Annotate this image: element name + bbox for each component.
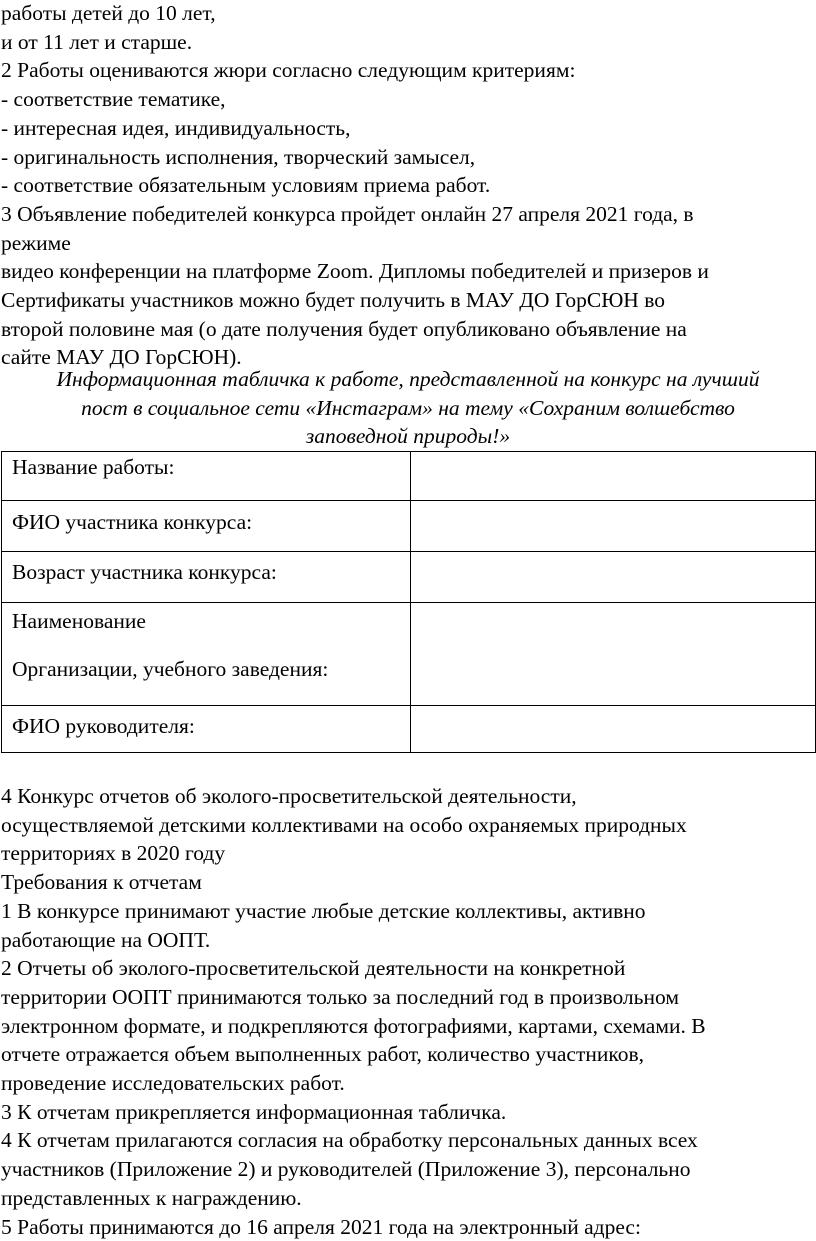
- text-line: проведение исследовательских работ.: [1, 1071, 345, 1096]
- value-cell: [411, 706, 816, 753]
- text-line: работы детей до 10 лет,: [1, 1, 216, 25]
- text-line: электронном формате, и подкрепляются фотографиями, картами, схемами. В: [1, 1013, 706, 1038]
- caption-line: Информационная табличка к работе, представленной на конкурс на лучший: [56, 367, 760, 391]
- text-line: представленных к награждению.: [1, 1185, 302, 1210]
- text-line: второй половине мая (о дате получения будет опубликовано объявление на: [1, 316, 687, 341]
- criteria-item: - оригинальность исполнения, творческий замысел,: [1, 144, 476, 169]
- table-caption: [0, 365, 816, 451]
- criteria-item: - соответствие тематике,: [1, 87, 226, 112]
- section-4-text-block: [1, 782, 815, 1241]
- section-heading: осуществляемой детскими коллективами на особо охраняемых природных: [1, 812, 687, 837]
- text-line: работающие на ООПТ.: [1, 927, 211, 952]
- criteria-item: - соответствие обязательным условиям приема работ.: [1, 173, 491, 198]
- text-line: территории ООПТ принимаются только за последний год в произвольном: [1, 984, 679, 1009]
- label-cell: [2, 603, 411, 706]
- text-line: 4 К отчетам прилагаются согласия на обработку персональных данных всех: [1, 1128, 698, 1153]
- label-line: Наименование: [12, 609, 146, 633]
- text-line: 5 Работы принимаются до 16 апреля 2021 года на электронный адрес:: [1, 1214, 641, 1239]
- section-heading: территориях в 2020 году: [1, 841, 226, 866]
- label-cell: Название работы:: [2, 452, 411, 501]
- text-line: участников (Приложение 2) и руководителей (Приложение 3), персонально: [1, 1157, 691, 1182]
- text-line: режиме: [1, 230, 71, 255]
- criteria-heading: 2 Работы оцениваются жюри согласно следующим критериям:: [1, 58, 576, 83]
- text-line: Сертификаты участников можно будет получить в МАУ ДО ГорСЮН во: [1, 288, 665, 313]
- subheading: Требования к отчетам: [1, 870, 202, 895]
- table-row: [2, 452, 816, 501]
- value-cell: [411, 452, 816, 501]
- info-table: [1, 451, 816, 753]
- table-row: [2, 552, 816, 603]
- label-cell: ФИО участника конкурса:: [2, 501, 411, 552]
- text-line: 1 В конкурсе принимают участие любые детские коллективы, активно: [1, 898, 646, 923]
- criteria-item: - интересная идея, индивидуальность,: [1, 115, 351, 140]
- text-line: отчете отражается объем выполненных работ, количество участников,: [1, 1042, 645, 1067]
- label-line: Организации, учебного заведения:: [12, 657, 329, 681]
- text-line: 2 Отчеты об эколого-просветительской деятельности на конкретной: [1, 956, 626, 981]
- intro-text-block: [1, 0, 815, 372]
- text-line: 3 Объявление победителей конкурса пройдет онлайн 27 апреля 2021 года, в: [1, 201, 694, 226]
- caption-line: заповедной природы!»: [305, 424, 511, 449]
- value-cell: [411, 501, 816, 552]
- text-line: и от 11 лет и старше.: [1, 29, 193, 54]
- text-line: 3 К отчетам прикрепляется информационная табличка.: [1, 1099, 507, 1124]
- table-row: [2, 501, 816, 552]
- caption-line: пост в социальное сети «Инстаграм» на тему «Сохраним волшебство: [81, 395, 735, 420]
- value-cell: [411, 552, 816, 603]
- label-cell: Возраст участника конкурса:: [2, 552, 411, 603]
- text-line: видео конференции на платформе Zoom. Дипломы победителей и призеров и: [1, 259, 709, 284]
- table-row: [2, 706, 816, 753]
- section-heading: 4 Конкурс отчетов об эколого-просветительской деятельности,: [1, 784, 577, 808]
- table-row: [2, 603, 816, 706]
- text-line: сайте МАУ ДО ГорСЮН).: [1, 345, 242, 370]
- label-cell: ФИО руководителя:: [2, 706, 411, 753]
- value-cell: [411, 603, 816, 706]
